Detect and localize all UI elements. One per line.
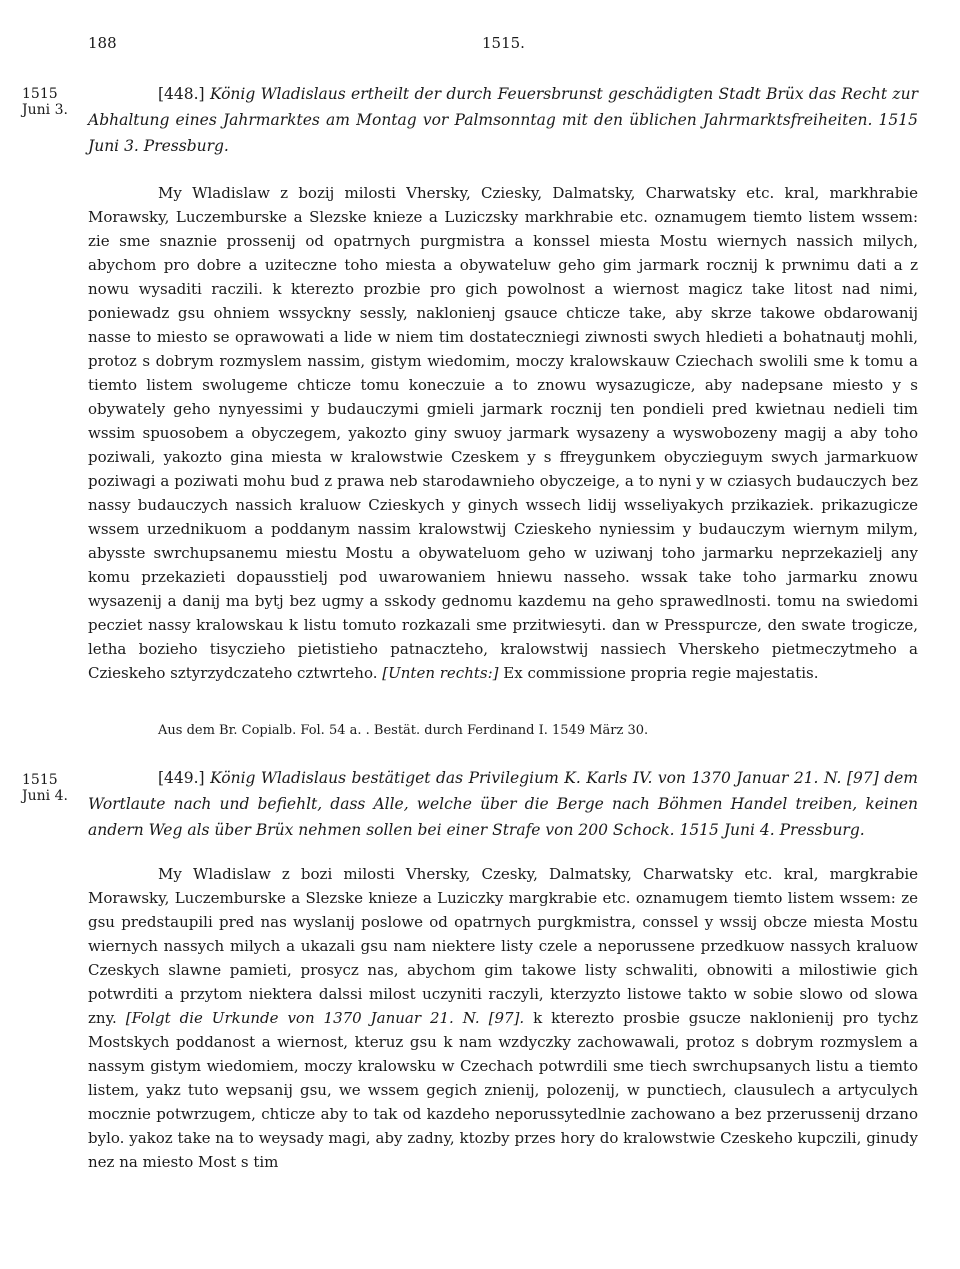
running-year: 1515.: [482, 34, 525, 52]
editorial-note: [Unten rechts:]: [382, 664, 499, 682]
document-continuation: k kterezto prosbie gsucze naklonienij pro tychz Mostskych poddanost a wiernost, kteruz gsu k nam wzdyczky zachowawali, protoz s dobrym rozmyslem a nassym gistym wiedomiem, moczy kralowsku w Czechach potwrdili sme tiech swrchupsanych listu a tiemto listem, yakz tuto wepsanij gsu, we wssem gegich znienij, polozenij, w punctiech, clausulech a artyculych mocznie potwrzugem, chticze aby to tak od kazdeho neporussytedlnie zachowano a bez przerussenij drzano bylo. yakoz take na to weysady magi, aby zadny, ktozby przes hory do kralowstwie Czeskeho kupczili, ginudy nez na miesto Most s tim: [88, 1009, 918, 1171]
source-note-448: Aus dem Br. Copialb. Fol. 54 a. . Bestät. durch Ferdinand I. 1549 März 30.: [158, 723, 649, 738]
document-number: [448.]: [158, 85, 205, 103]
document-text-449: [88, 862, 918, 1174]
regest-448: [88, 81, 918, 159]
document-text-448: [88, 181, 918, 685]
regest-text: König Wladislaus bestätiget das Privilegium K. Karls IV. von 1370 Januar 21. N. [97] dem Wortlaute nach und befiehlt, dass Alle, welche über die Berge nach Böhmen Handel treiben, keinen andern Weg als über Brüx nehmen sollen bei einer Strafe von 200 Schock. 1515 Juni 4. Pressburg.: [88, 769, 918, 839]
margin-date-448: [22, 86, 82, 118]
margin-year: 1515: [22, 86, 58, 102]
margin-day: Juni 3.: [22, 102, 68, 118]
margin-day: Juni 4.: [22, 788, 68, 804]
margin-year: 1515: [22, 772, 58, 788]
document-closing: Ex commissione propria regie majestatis.: [503, 664, 819, 682]
page-number: 188: [88, 34, 117, 52]
margin-date-449: [22, 772, 82, 804]
document-body: My Wladislaw z bozi milosti Vhersky, Czesky, Dalmatsky, Charwatsky etc. kral, margkrabie Morawsky, Luczemburske a Slezske knieze a Luziczky margkrabie etc. oznamugem tiemto listem wssem: ze gsu predstaupili pred nas wyslanij poslowe od opatrnych purgkmistra, conssel y wssij obcze miesta Mostu wiernych nassych milych a ukazali gsu nam niektere listy czele a neporussene przedkuow nassych kraluow Czeskych slawne pamieti, prosycz nas, abychom gim takowe listy schwaliti, obnowiti a milostiwie gich potwrditi a przytom niektera dalssi milost uczyniti raczyli, kterzyzto listowe takto w sobie slowo od slowa zny.: [88, 865, 918, 1027]
document-body: My Wladislaw z bozij milosti Vhersky, Cziesky, Dalmatsky, Charwatsky etc. kral, markhrabie Morawsky, Luczemburske a Slezske knieze a Luziczsky markhrabie etc. oznamugem tiemto listem wssem: zie sme snaznie prossenij od opatrnych purgmistra a konssel miesta Mostu wiernych nassich milych, abychom pro dobre a uziteczne toho miesta a obywateluw geho gim jarmark rocznij k prwnimu dati a z nowu wysaditi raczili. k kterezto prozbie pro gich powolnost a wiernost magicz take litost nad nimi, poniewadz gsu ohniem wssycknу sessly, naklonienj gsauce chticze take, aby skrze takowe obdarowanij nasse to miesto se oprawowati a lide w niem tim dostateczniegi ziwnosti swych hledieti a bohatnautj mohli, protoz s dobrym rozmyslem nassim, gistym wiedomim, moczy kralowskauw Cziechach swolili sme k tomu a tiemto listem swolugeme chticze tomu koneczuie a to znowu wysazugicze, aby nadepsane miesto y s obywately geho nynyessimi y budauczymi gmieli jarmark rocznij ten pondieli pred kwietnau nedieli tim wssim spuosobem a obyczegem, yakozto giny swuoy jarmark wysazeny a wyswobozeny magij a aby toho poziwali, yakozto gina miesta w kralowstwie Czeskem y s ffreygunkem obyczieguym swych jarmarkuow poziwagi a poziwati mohu bud z prawa neb starodawnieho obyczeige, a to nyni y w cziasych budauczych bez nassy budauczych nassich kraluow Czieskych y ginych wssech lidij wsseliyakych przikaziek. prikazugicze wssem urzednikuom a poddanym nassim kralowstwij Czieskeho nyniessim y budauczym wiernym milym, abysste swrchupsanemu miestu Mostu a obywateluom geho w uziwanj toho jarmarku neprzekazielj any komu przekazieti dopausstielj pod uwarowaniem hniewu nasseho. wssak take toho jarmarku znowu wysazenij a danij ma bytj bez ugmy a sskody gednomu kazdemu na geho sprawedlnosti. tomu na swiedomi pecziet nassy kralowskau k listu tomuto rozkazali sme przitwiesyti. dan w Presspurcze, den swate trogicze, letha bozieho tisyczieho pietistieho patnaczteho, kralowstwij nassiech Vherskeho pietmeczytmeho a Czieskeho sztyrzydczateho cztwrteho.: [88, 184, 918, 682]
regest-449: [88, 765, 918, 843]
page-header: [0, 34, 960, 56]
document-number: [449.]: [158, 769, 205, 787]
regest-text: König Wladislaus ertheilt der durch Feuersbrunst geschädigten Stadt Brüx das Recht zur Abhaltung eines Jahrmarktes am Montag vor Palmsonntag mit den üblichen Jahrmarktsfreiheiten. 1515 Juni 3. Pressburg.: [88, 85, 918, 155]
editorial-note: [Folgt die Urkunde von 1370 Januar 21. N. [97].: [125, 1009, 525, 1027]
